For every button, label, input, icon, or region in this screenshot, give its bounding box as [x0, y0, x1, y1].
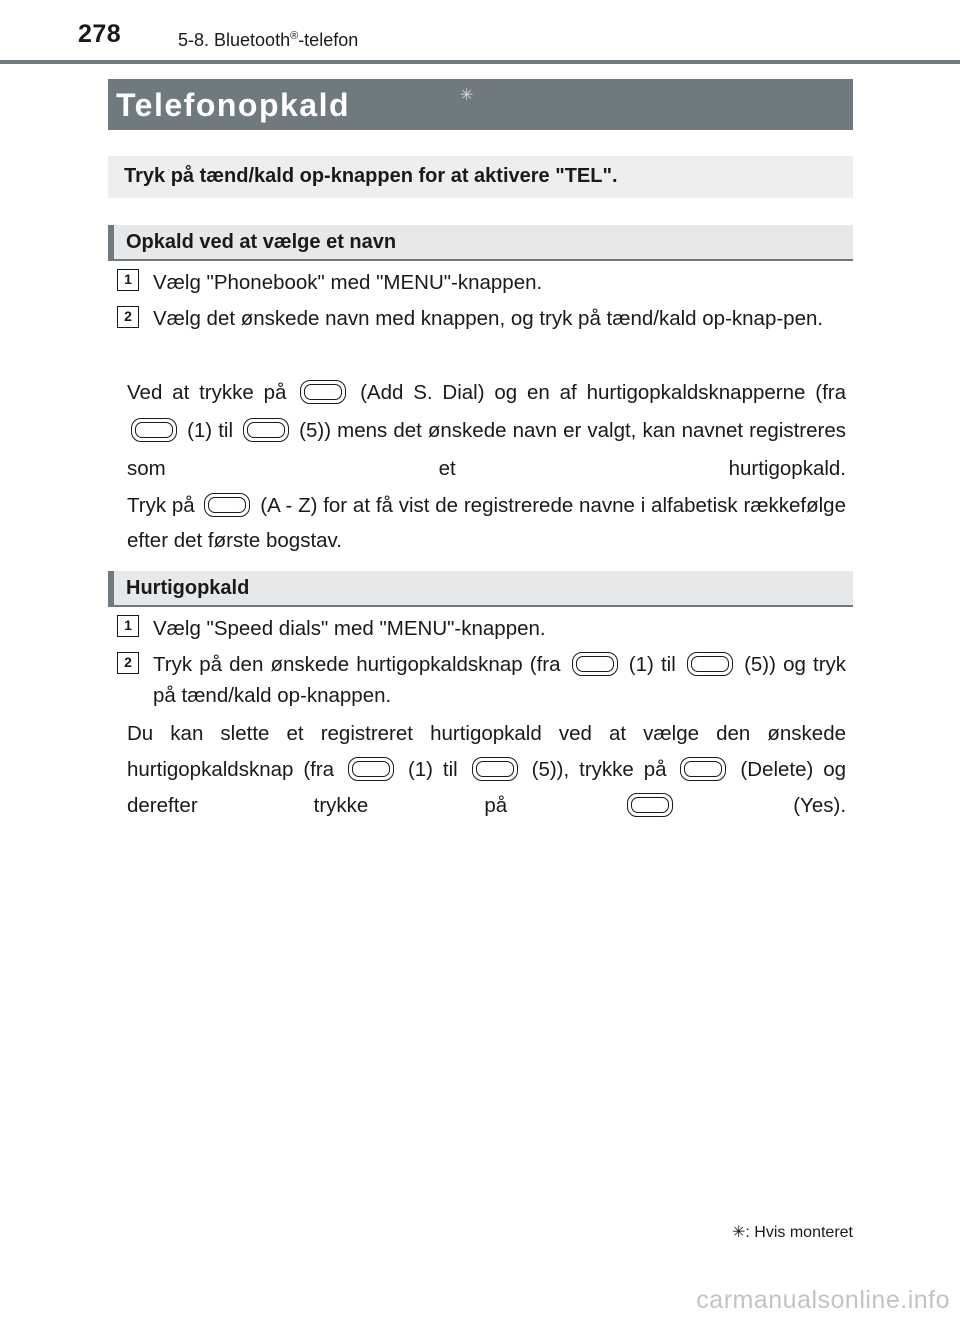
button-icon	[687, 652, 733, 676]
button-icon	[348, 757, 394, 781]
step-text: Vælg "Speed dials" med "MENU"-knappen.	[153, 617, 546, 640]
footnote: ✳: Hvis monteret	[732, 1224, 853, 1241]
button-icon	[204, 493, 250, 517]
step-text: Tryk på den ønskede hurtigopkaldsknap (fra (1) til (5)) og tryk på tænd/kald op-knappen.	[153, 653, 847, 707]
watermark: carmanualsonline.info	[696, 1286, 950, 1314]
paragraph: Du kan slette et registreret hurtigopkald ved at vælge den ønskede hurtigopkaldsknap (fra (1) til (5)), trykke på (Delete) og derefter trykke på (Yes).	[127, 722, 847, 817]
button-icon	[472, 757, 518, 781]
intro-text: Tryk på tænd/kald op-knappen for at aktivere "TEL".	[124, 165, 618, 187]
button-icon	[680, 757, 726, 781]
asterisk-icon: ✳	[460, 87, 474, 104]
page-number: 278	[78, 20, 122, 48]
button-icon	[627, 793, 673, 817]
step-number: 1	[117, 615, 139, 637]
intro-box	[108, 156, 853, 198]
top-rule	[0, 60, 960, 64]
paragraph: Ved at trykke på (Add S. Dial) og en af hurtigopkaldsknapperne (fra (1) til (5)) mens det ønskede navn er valgt, kan navnet registreres som et hurtigopkald.	[127, 381, 847, 480]
paragraph: Tryk på (A - Z) for at få vist de registrerede navne i alfabetisk rækkefølge efter det første bogstav.	[127, 494, 846, 552]
title-band	[108, 79, 853, 130]
asterisk-icon: ✳	[732, 1224, 746, 1241]
step-number: 1	[117, 269, 139, 291]
button-icon	[243, 418, 289, 442]
step-number: 2	[117, 306, 139, 328]
button-icon	[300, 380, 346, 404]
page-title: Telefonopkald	[116, 87, 351, 123]
button-icon	[572, 652, 618, 676]
step-text: Vælg det ønskede navn med knappen, og tryk på tænd/kald op-knap-pen.	[153, 307, 824, 330]
section-heading-name-dial	[108, 225, 853, 261]
section-heading-text: Hurtigopkald	[126, 577, 250, 599]
step-text: Vælg "Phonebook" med "MENU"-knappen.	[153, 271, 543, 294]
chapter-label: 5-8. Bluetooth®-telefon	[178, 30, 359, 50]
section-heading-speed-dial	[108, 571, 853, 607]
section-heading-text: Opkald ved at vælge et navn	[126, 231, 397, 253]
step-number: 2	[117, 652, 139, 674]
button-icon	[131, 418, 177, 442]
